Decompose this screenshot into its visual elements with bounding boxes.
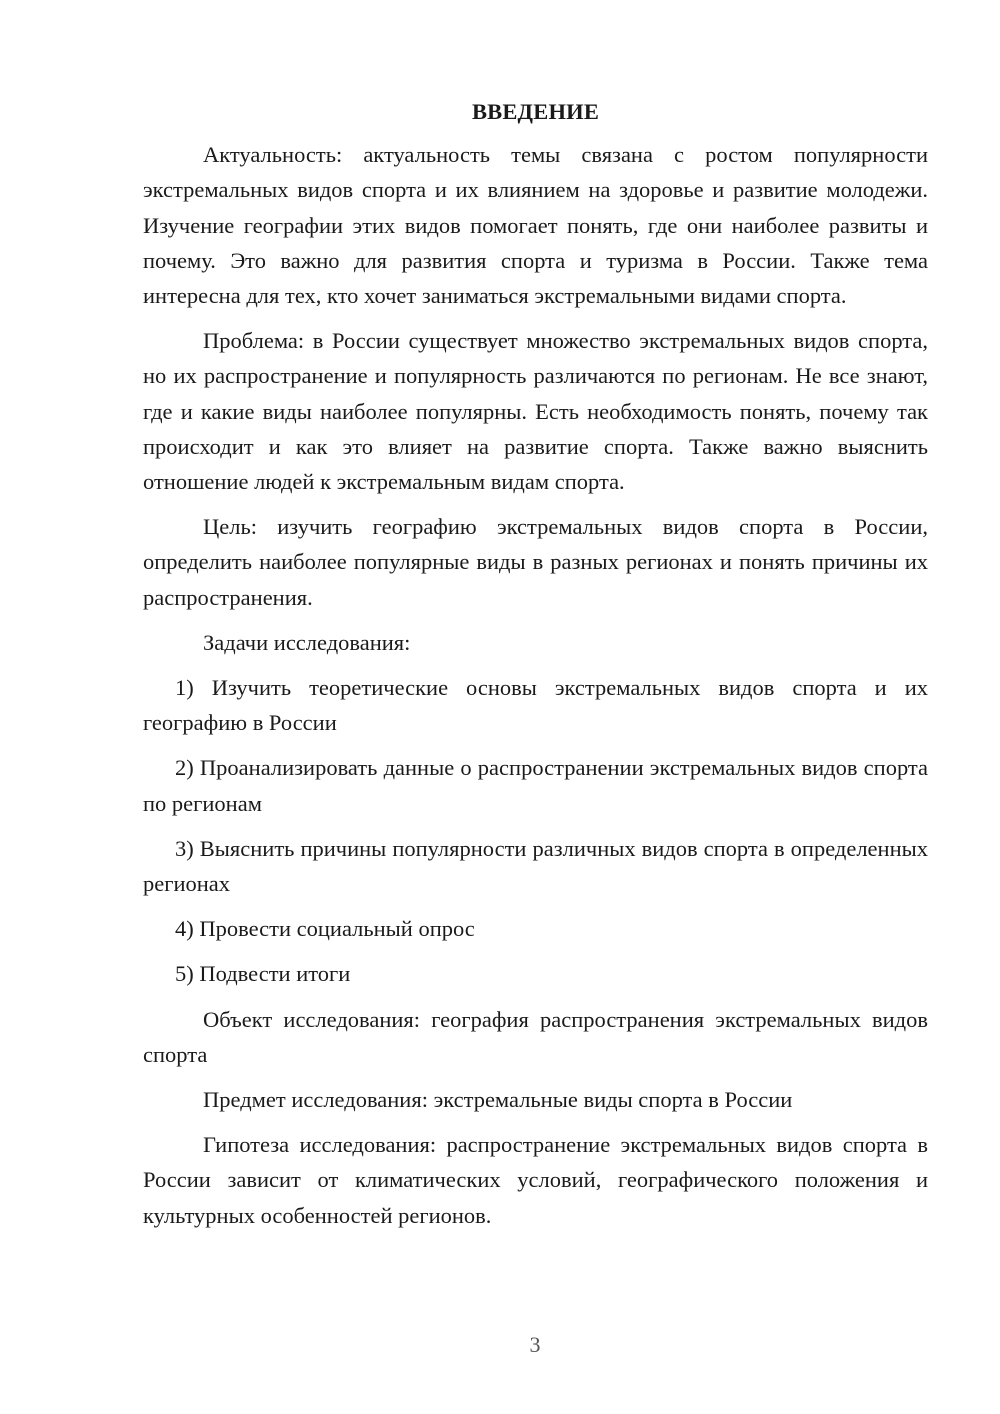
task-item: 5) Подвести итоги — [175, 961, 351, 987]
task-item: 2) Проанализировать данные о распространении экстремальных видов спорта по регионам — [143, 755, 928, 816]
task-item: 1) Изучить теоретические основы экстремальных видов спорта и их географию в России — [143, 675, 928, 736]
goal-paragraph: Цель: изучить географию экстремальных видов спорта в России, определить наиболее популярные виды в разных регионах и понять причины их распространения. — [143, 514, 928, 610]
problem-paragraph: Проблема: в России существует множество экстремальных видов спорта, но их распространение и популярность различаются по регионам. Не все знают, где и какие виды наиболее популярны. Есть необходимость понять, почему так происходит и как это влияет на развитие спорта. Также важно выяснить отношение людей к экстремальным видам спорта. — [143, 328, 928, 495]
object-paragraph: Объект исследования: география распространения экстремальных видов спорта — [143, 1006, 928, 1067]
document-page — [143, 94, 928, 1243]
task-item: 4) Провести социальный опрос — [175, 916, 475, 942]
subject-paragraph: Предмет исследования: экстремальные виды спорта в России — [203, 1087, 793, 1113]
hypothesis-paragraph: Гипотеза исследования: распространение экстремальных видов спорта в России зависит от климатических условий, географического положения и культурных особенностей регионов. — [143, 1132, 928, 1228]
tasks-heading: Задачи исследования: — [203, 629, 411, 655]
task-item: 3) Выяснить причины популярности различных видов спорта в определенных регионах — [143, 835, 928, 897]
tasks-list — [143, 670, 928, 992]
page-number: 3 — [529, 1332, 541, 1357]
document-title: ВВЕДЕНИЕ — [471, 99, 600, 124]
relevance-paragraph: Актуальность: актуальность темы связана с ростом популярности экстремальных видов спорта и их влиянием на здоровье и развитие молодежи. Изучение географии этих видов помогает понять, где они наиболее развиты и почему. Это важно для развития спорта и туризма в России. Также тема интересна для тех, кто хочет заниматься экстремальными видами спорта. — [143, 142, 928, 309]
